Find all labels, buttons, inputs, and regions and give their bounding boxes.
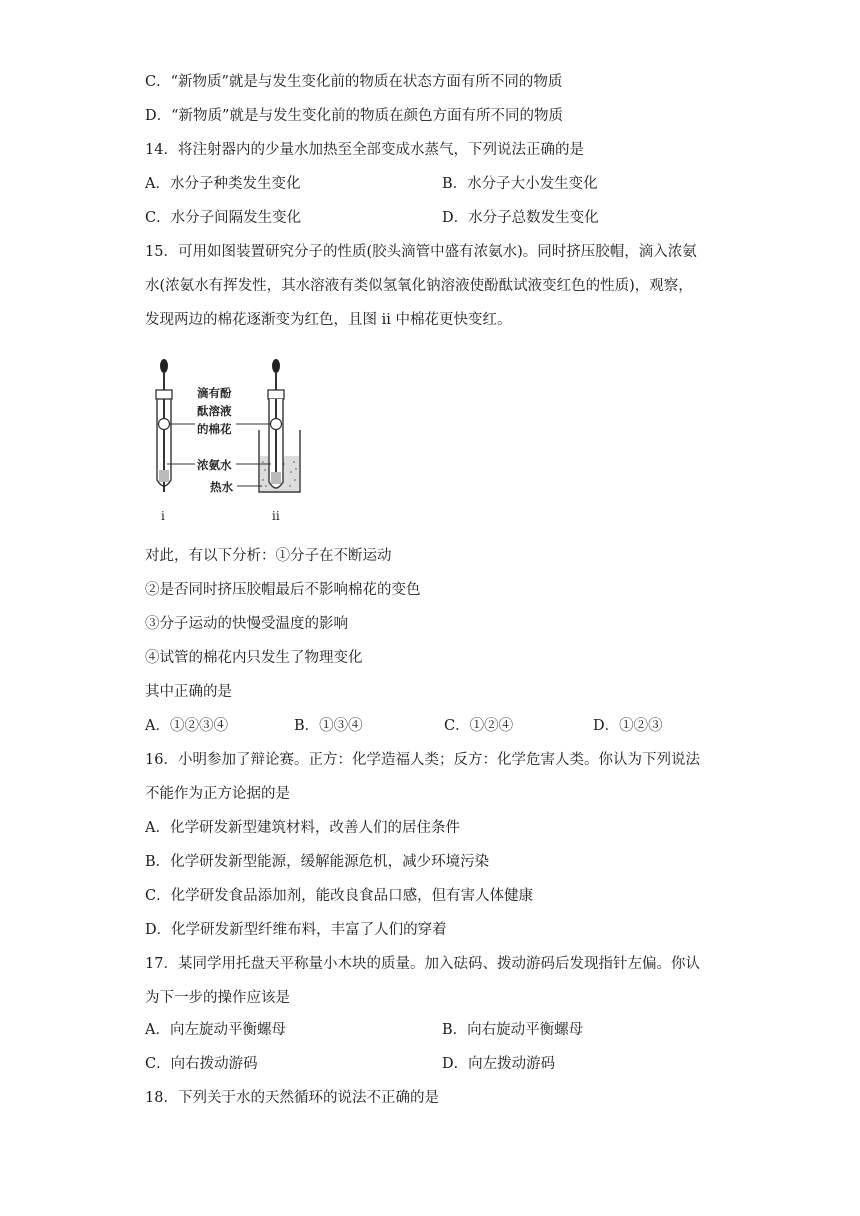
stopper-ii (268, 390, 284, 399)
q15-stem-line-3: 发现两边的棉花逐渐变为红色，且图 ii 中棉花更快变红。 (145, 312, 512, 328)
q17-option-a: A．向左旋动平衡螺母 (145, 1022, 286, 1038)
q14-option-b: B．水分子大小发生变化 (442, 176, 598, 192)
q17-stem-line-1: 17．某同学用托盘天平称量小木块的质量。加入砝码、拨动游码后发现指针左偏。你认 (145, 956, 700, 972)
caption-i: i (161, 509, 165, 523)
dropper-stem-ii-front (275, 399, 277, 484)
q15-apparatus-figure (150, 352, 310, 527)
label-ammonia: 浓氨水 (197, 458, 232, 472)
q15-analysis-4: ④试管的棉花内只发生了物理变化 (145, 650, 363, 666)
label-cotton-line2: 酞溶液 (197, 404, 232, 418)
q17-option-d: D．向左拨动游码 (442, 1056, 556, 1072)
q14-option-d: D．水分子总数发生变化 (442, 210, 599, 226)
q15-analysis-1: 对此，有以下分析：①分子在不断运动 (145, 548, 392, 564)
q15-option-c: C．①②④ (444, 718, 514, 734)
q15-stem-line-1: 15．可用如图装置研究分子的性质(胶头滴管中盛有浓氨水)。同时挤压胶帽，滴入浓氨 (145, 244, 697, 260)
apparatus-ii (259, 359, 300, 523)
ammonia-i (159, 470, 169, 482)
label-cotton-line3: 的棉花 (197, 422, 232, 436)
q15-stem-line-2: 水(浓氨水有挥发性，其水溶液有类似氢氧化钠溶液使酚酞试液变红色的性质)，观察， (145, 278, 693, 294)
dropper-bulb-ii (272, 359, 280, 373)
ammonia-ii (271, 472, 281, 484)
q15-analysis-2: ②是否同时挤压胶帽最后不影响棉花的变色 (145, 582, 421, 598)
cotton-ii (271, 419, 282, 430)
q15-analysis-3: ③分子运动的快慢受温度的影响 (145, 616, 348, 632)
q14-option-c: C．水分子间隔发生变化 (145, 210, 302, 226)
apparatus-i (156, 359, 172, 523)
q17-stem-line-2: 为下一步的操作应该是 (145, 990, 290, 1006)
q17-option-b: B．向右旋动平衡螺母 (442, 1022, 584, 1038)
label-cotton-line1: 滴有酚 (197, 386, 232, 400)
q18-stem: 18．下列关于水的天然循环的说法不正确的是 (145, 1090, 439, 1106)
q15-option-a: A．①②③④ (145, 718, 228, 734)
q15-option-b: B．①③④ (294, 718, 363, 734)
dropper-bulb-i (160, 359, 168, 373)
q16-option-c: C．化学研发食品添加剂，能改良食品口感，但有害人体健康 (145, 888, 534, 904)
q16-option-a: A．化学研发新型建筑材料，改善人们的居住条件 (145, 820, 460, 836)
q14-option-a: A．水分子种类发生变化 (145, 176, 301, 192)
q17-option-c: C．向右拨动游码 (145, 1056, 258, 1072)
q16-option-d: D．化学研发新型纤维布料，丰富了人们的穿着 (145, 922, 447, 938)
q13-option-d: D．“新物质”就是与发生变化前的物质在颜色方面有所不同的物质 (145, 108, 563, 124)
q14-stem: 14．将注射器内的少量水加热至全部变成水蒸气，下列说法正确的是 (145, 142, 584, 158)
stopper-i (156, 390, 172, 399)
q15-option-d: D．①②③ (593, 718, 663, 734)
q16-stem-line-2: 不能作为正方论据的是 (145, 786, 290, 802)
q16-stem-line-1: 16．小明参加了辩论赛。正方：化学造福人类；反方：化学危害人类。你认为下列说法 (145, 752, 700, 768)
q15-ask: 其中正确的是 (145, 684, 232, 700)
q16-option-b: B．化学研发新型能源，缓解能源危机，减少环境污染 (145, 854, 490, 870)
q13-option-c: C．“新物质”就是与发生变化前的物质在状态方面有所不同的物质 (145, 74, 563, 90)
label-hot-water: 热水 (210, 480, 233, 494)
cotton-i (159, 419, 170, 430)
caption-ii: ii (272, 509, 280, 523)
